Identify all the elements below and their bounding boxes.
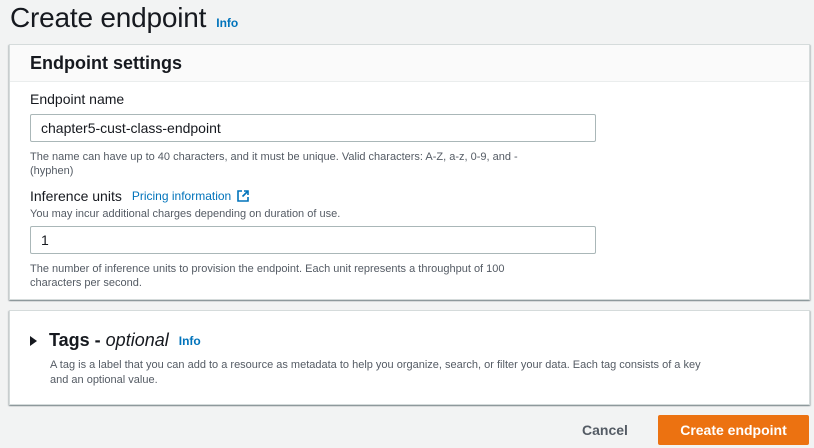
caret-right-icon (30, 336, 37, 346)
inference-units-help-line2: characters per second. (30, 277, 142, 289)
endpoint-name-help-line2: (hyphen) (30, 165, 74, 177)
external-link-icon (236, 189, 250, 203)
cancel-button[interactable]: Cancel (570, 416, 640, 444)
tags-expand-toggle[interactable] (30, 330, 201, 351)
tags-info-link[interactable]: Info (178, 333, 201, 348)
tags-title: Tags - (49, 330, 101, 350)
endpoint-settings-panel (9, 44, 810, 300)
inference-units-label: Inference units (30, 188, 122, 204)
pricing-information-link-text: Pricing information (131, 189, 232, 203)
page-title: Create endpoint (10, 2, 207, 33)
tags-description (50, 358, 790, 388)
inference-units-label-row (30, 188, 250, 204)
pricing-information-link[interactable] (132, 189, 250, 203)
tags-panel (9, 310, 810, 405)
endpoint-settings-title: Endpoint settings (30, 52, 182, 73)
tags-description-line1: A tag is a label that you can add to a resource as metadata to help you organize, search, or filter your data. Each tag consists of a key (50, 359, 701, 371)
inference-units-help (30, 262, 590, 290)
page-info-link[interactable]: Info (216, 16, 239, 30)
page-header (10, 0, 238, 36)
inference-units-description: You may incur additional charges depending on duration of use. (30, 208, 341, 220)
tags-description-line2: and an optional value. (50, 374, 158, 386)
endpoint-name-help-line1: The name can have up to 40 characters, and it must be unique. Valid characters: A-Z, a-z, 0-9, and - (30, 151, 518, 163)
endpoint-name-input[interactable] (30, 114, 596, 142)
endpoint-settings-header (10, 45, 809, 82)
inference-units-help-line1: The number of inference units to provision the endpoint. Each unit represents a throughput of 100 (30, 263, 505, 275)
endpoint-name-help (30, 150, 590, 178)
inference-units-input[interactable] (30, 226, 596, 254)
create-endpoint-button[interactable]: Create endpoint (658, 415, 809, 445)
endpoint-name-label: Endpoint name (30, 91, 125, 107)
tags-optional-label: optional (105, 330, 169, 350)
